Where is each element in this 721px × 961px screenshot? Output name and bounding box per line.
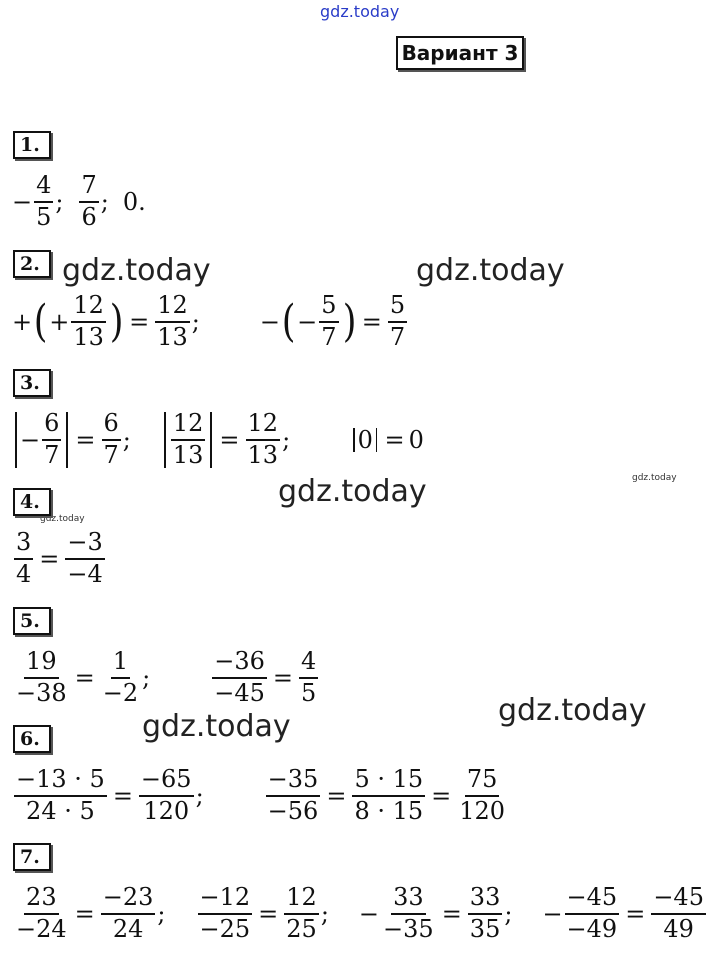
- task-3-answer: [12, 410, 424, 469]
- equals-sign: =: [74, 663, 95, 692]
- numerator: 1: [111, 648, 130, 679]
- numerator: 3: [14, 529, 33, 560]
- fraction: [14, 529, 33, 588]
- equals-sign: =: [384, 425, 405, 454]
- denominator: 13: [73, 322, 104, 351]
- numerator: 4: [34, 172, 53, 203]
- fraction: [266, 766, 321, 825]
- equals-sign: =: [75, 425, 96, 454]
- fraction: [42, 410, 61, 469]
- numerator: −45: [565, 884, 620, 915]
- separator: ;: [55, 187, 64, 216]
- equals-sign: =: [258, 899, 279, 928]
- task-number: 4.: [13, 488, 51, 516]
- denominator: −56: [267, 796, 319, 825]
- plus-sign: +: [12, 307, 33, 336]
- plus-sign: +: [49, 307, 70, 336]
- task-1-answer: [12, 172, 146, 231]
- numerator: −65: [139, 766, 194, 797]
- separator: ;: [320, 899, 329, 928]
- numerator: 5: [319, 292, 338, 323]
- task-number: 2.: [13, 250, 51, 278]
- fraction: [79, 172, 98, 231]
- denominator: 24: [112, 914, 144, 943]
- numerator: −45: [651, 884, 706, 915]
- denominator: 4: [16, 559, 32, 588]
- watermark-top: gdz.today: [320, 2, 400, 21]
- value: 0: [357, 425, 373, 454]
- numerator: 6: [102, 410, 121, 441]
- numerator: 5: [388, 292, 407, 323]
- numerator: 6: [42, 410, 61, 441]
- fraction: [651, 884, 706, 943]
- abs-bar: [210, 412, 212, 468]
- abs-bar: [15, 412, 17, 468]
- denominator: −24: [16, 914, 67, 943]
- fraction: [101, 884, 156, 943]
- right-paren: ): [109, 295, 124, 347]
- denominator: 7: [44, 440, 60, 469]
- separator: ;: [504, 899, 513, 928]
- denominator: 24 · 5: [26, 796, 95, 825]
- denominator: 49: [663, 914, 694, 943]
- task-7-answer: [12, 884, 708, 943]
- abs-bar: [353, 428, 355, 452]
- fraction: [381, 884, 436, 943]
- task-number: 6.: [13, 725, 51, 753]
- equals-sign: =: [74, 899, 95, 928]
- watermark-text: gdz.today: [278, 474, 427, 509]
- numerator: −35: [266, 766, 321, 797]
- denominator: 8 · 15: [354, 796, 424, 825]
- equals-sign: =: [326, 781, 347, 810]
- right-paren: ): [342, 295, 356, 347]
- task-5-answer: [12, 648, 320, 707]
- fraction: [565, 884, 620, 943]
- task-2-answer: [12, 292, 409, 351]
- fraction: [198, 884, 253, 943]
- denominator: −38: [16, 678, 67, 707]
- denominator: −4: [67, 559, 103, 588]
- separator: ;: [282, 425, 291, 454]
- fraction: [388, 292, 407, 351]
- denominator: 120: [459, 796, 506, 825]
- minus-sign: −: [259, 307, 280, 336]
- fraction: [246, 410, 281, 469]
- fraction: [299, 648, 318, 707]
- left-paren: (: [281, 295, 296, 347]
- equals-sign: =: [441, 899, 462, 928]
- watermark-text: gdz.today: [498, 693, 647, 728]
- equals-sign: =: [129, 307, 150, 336]
- denominator: −49: [566, 914, 618, 943]
- fraction: [139, 766, 194, 825]
- left-paren: (: [33, 295, 48, 347]
- task-6-answer: [12, 766, 509, 825]
- watermark-small: gdz.today: [40, 514, 85, 524]
- fraction: [14, 884, 69, 943]
- equals-sign: =: [39, 544, 60, 573]
- numerator: 12: [155, 292, 190, 323]
- numerator: −23: [101, 884, 156, 915]
- watermark-text: gdz.today: [416, 253, 565, 288]
- denominator: 13: [247, 440, 279, 469]
- fraction: [352, 766, 425, 825]
- denominator: 7: [321, 322, 337, 351]
- equals-sign: =: [112, 781, 133, 810]
- denominator: −45: [214, 678, 265, 707]
- denominator: −2: [102, 678, 139, 707]
- separator: ;: [100, 187, 109, 216]
- separator: ;: [142, 663, 151, 692]
- numerator: 12: [71, 292, 106, 323]
- fraction: [65, 529, 104, 588]
- denominator: 13: [157, 322, 188, 351]
- fraction: [71, 292, 106, 351]
- denominator: 5: [36, 202, 52, 231]
- denominator: 6: [81, 202, 97, 231]
- fraction: [101, 648, 140, 707]
- task-number: 1.: [13, 131, 51, 159]
- numerator: 19: [24, 648, 59, 679]
- task-number: 7.: [13, 843, 51, 871]
- value: 0: [408, 425, 424, 454]
- watermark-text: gdz.today: [142, 709, 291, 744]
- numerator: 12: [246, 410, 281, 441]
- fraction: [319, 292, 338, 351]
- numerator: 12: [171, 410, 206, 441]
- watermark-text: gdz.today: [62, 253, 211, 288]
- equals-sign: =: [361, 307, 382, 336]
- separator: ;: [157, 899, 166, 928]
- fraction: [155, 292, 190, 351]
- numerator: 33: [391, 884, 426, 915]
- numerator: 75: [465, 766, 500, 797]
- minus-sign: −: [542, 899, 563, 928]
- denominator: 7: [103, 440, 119, 469]
- numerator: 7: [79, 172, 98, 203]
- fraction: [34, 172, 53, 231]
- fraction: [284, 884, 319, 943]
- minus-sign: −: [358, 899, 380, 928]
- equals-sign: =: [431, 781, 452, 810]
- denominator: 25: [286, 914, 317, 943]
- minus-sign: −: [12, 187, 33, 216]
- denominator: 5: [301, 678, 317, 707]
- abs-bar: [66, 412, 68, 468]
- page-title: Вариант 3: [396, 36, 524, 70]
- task-number: 3.: [13, 369, 51, 397]
- value: 0.: [122, 187, 146, 216]
- fraction: [14, 648, 69, 707]
- denominator: 7: [389, 322, 406, 351]
- task-4-answer: [12, 529, 107, 588]
- separator: ;: [195, 781, 204, 810]
- separator: ;: [191, 307, 200, 336]
- separator: ;: [122, 425, 131, 454]
- watermark-small: gdz.today: [632, 473, 677, 483]
- abs-bar: [164, 412, 166, 468]
- numerator: −13 · 5: [14, 766, 107, 797]
- denominator: 35: [469, 914, 501, 943]
- denominator: 120: [143, 796, 190, 825]
- fraction: [102, 410, 121, 469]
- minus-sign: −: [20, 425, 41, 454]
- equals-sign: =: [219, 425, 240, 454]
- denominator: −35: [383, 914, 434, 943]
- equals-sign: =: [625, 899, 646, 928]
- denominator: −25: [199, 914, 251, 943]
- numerator: −36: [212, 648, 267, 679]
- fraction: [171, 410, 206, 469]
- fraction: [457, 766, 507, 825]
- task-number: 5.: [13, 607, 51, 635]
- equals-sign: =: [272, 663, 294, 692]
- fraction: [14, 766, 107, 825]
- minus-sign: −: [297, 307, 318, 336]
- numerator: −3: [65, 529, 104, 560]
- numerator: 4: [299, 648, 318, 679]
- numerator: 12: [284, 884, 319, 915]
- numerator: 23: [24, 884, 59, 915]
- numerator: −12: [198, 884, 253, 915]
- abs-bar: [376, 428, 378, 452]
- fraction: [212, 648, 267, 707]
- denominator: 13: [172, 440, 204, 469]
- numerator: 33: [468, 884, 503, 915]
- fraction: [468, 884, 503, 943]
- numerator: 5 · 15: [352, 766, 425, 797]
